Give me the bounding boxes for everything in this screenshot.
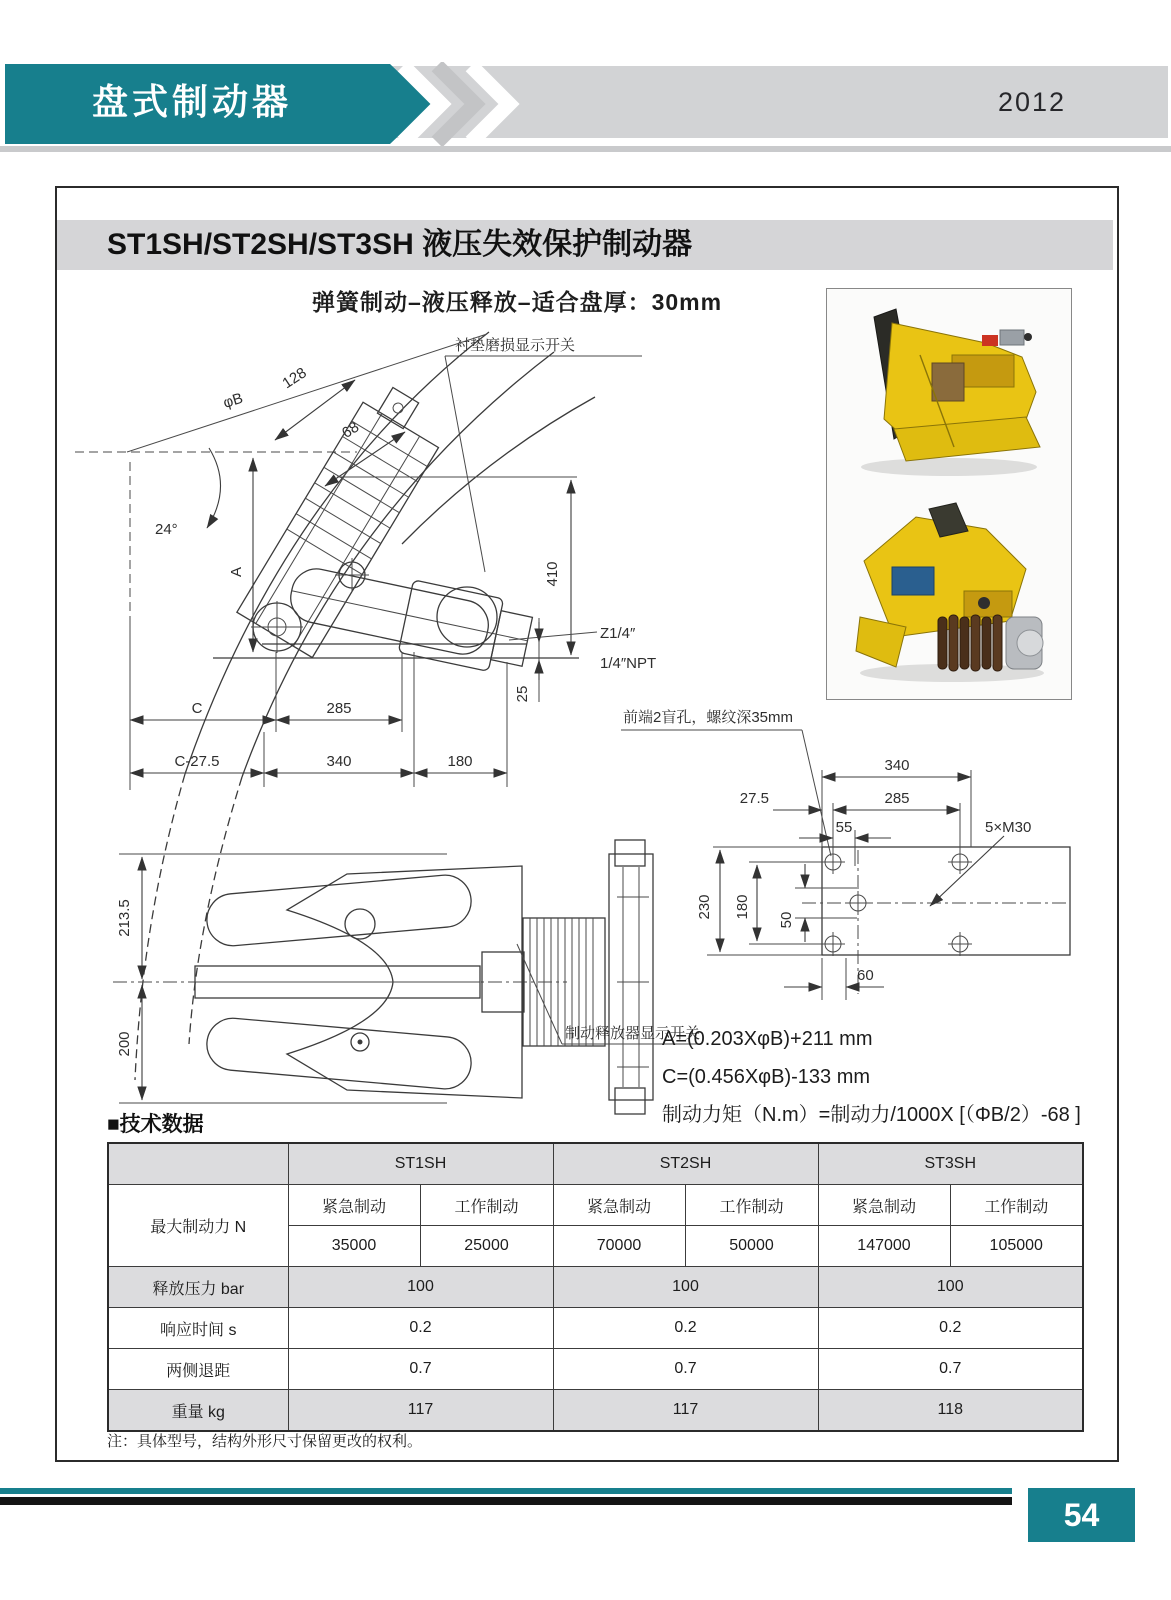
dim-z14: Z1/4″	[600, 625, 636, 642]
dim-213-5: 213.5	[116, 899, 133, 937]
model-header: ST1SH	[288, 1143, 553, 1185]
dim-c-minus-275: C-27.5	[174, 753, 220, 770]
value-cell: 0.2	[553, 1308, 818, 1349]
formula-torque: 制动力矩（N.m）=制动力/1000X [（ΦB/2）-68 ]	[662, 1104, 1081, 1126]
sub-header: 紧急制动	[553, 1185, 685, 1226]
value-cell: 117	[553, 1390, 818, 1432]
value-cell: 100	[818, 1267, 1083, 1308]
dim-285: 285	[326, 700, 352, 717]
dim-180: 180	[447, 753, 473, 770]
plan-view-drawing	[113, 840, 700, 1114]
footer-black-rule	[0, 1497, 1012, 1505]
plate-dim-230: 230	[696, 894, 713, 920]
value-cell: 25000	[420, 1226, 553, 1267]
value-cell: 100	[553, 1267, 818, 1308]
dim-npt: 1/4″NPT	[600, 655, 657, 672]
value-cell: 70000	[553, 1226, 685, 1267]
wear-switch-label: 衬垫磨损显示开关	[455, 337, 576, 354]
plate-dim-285: 285	[884, 790, 910, 807]
plate-dim-340: 340	[884, 757, 910, 774]
content-box	[55, 186, 1119, 1462]
sub-header: 紧急制动	[288, 1185, 420, 1226]
dim-a: A	[228, 566, 245, 578]
dim-68: 68	[338, 418, 363, 442]
sub-header: 紧急制动	[818, 1185, 950, 1226]
dim-25: 25	[514, 685, 531, 703]
row-label: 响应时间 s	[108, 1308, 288, 1349]
tech-data-section-title: ■技术数据	[107, 1113, 204, 1136]
row-label: 释放压力 bar	[108, 1267, 288, 1308]
value-cell: 100	[288, 1267, 553, 1308]
value-cell: 0.7	[818, 1349, 1083, 1390]
formula-c: C=(0.456XφB)-133 mm	[662, 1066, 871, 1088]
dim-200: 200	[116, 1031, 133, 1057]
tech-data-table	[107, 1142, 1084, 1432]
caliper-side	[237, 378, 535, 678]
sub-header: 工作制动	[420, 1185, 553, 1226]
header-divider	[0, 146, 1171, 152]
value-cell: 50000	[685, 1226, 818, 1267]
value-cell: 0.2	[288, 1308, 553, 1349]
dim-410: 410	[544, 561, 561, 587]
side-view-drawing	[75, 332, 656, 1080]
value-cell: 118	[818, 1390, 1083, 1432]
dim-24deg: 24°	[155, 521, 178, 538]
formulas	[662, 1020, 1112, 1134]
row-label: 最大制动力 N	[108, 1185, 288, 1267]
footer-teal-rule	[0, 1488, 1012, 1494]
value-cell: 105000	[950, 1226, 1083, 1267]
banner-title: 盘式制动器	[92, 81, 293, 122]
value-cell: 117	[288, 1390, 553, 1432]
value-cell: 0.7	[288, 1349, 553, 1390]
model-header: ST2SH	[553, 1143, 818, 1185]
table-corner-cell	[108, 1143, 288, 1185]
page-subtitle: 弹簧制动–液压释放–适合盘厚：30mm	[312, 289, 723, 315]
value-cell: 147000	[818, 1226, 950, 1267]
dim-phi-b: φB	[221, 389, 246, 412]
value-cell: 35000	[288, 1226, 420, 1267]
footnote: 注：具体型号，结构外形尺寸保留更改的权利。	[107, 1433, 423, 1450]
dim-c: C	[191, 700, 203, 717]
row-label: 重量 kg	[108, 1390, 288, 1432]
technical-drawings	[57, 322, 1087, 1122]
plate-dim-180: 180	[734, 894, 751, 920]
value-cell: 0.7	[553, 1349, 818, 1390]
plate-view-drawing	[621, 708, 1070, 1000]
formula-a: A=(0.203XφB)+211 mm	[662, 1028, 873, 1050]
dim-340: 340	[326, 753, 352, 770]
plate-m30-label: 5×M30	[985, 819, 1032, 836]
plate-dim-50: 50	[778, 911, 795, 929]
catalog-year: 2012	[998, 87, 1067, 117]
value-cell: 0.2	[818, 1308, 1083, 1349]
page-title: ST1SH/ST2SH/ST3SH 液压失效保护制动器	[107, 228, 693, 261]
dim-128: 128	[279, 364, 310, 393]
plate-dim-60: 60	[857, 967, 874, 984]
blind-holes-label: 前端2盲孔，螺纹深35mm	[623, 709, 794, 726]
sub-header: 工作制动	[950, 1185, 1083, 1226]
model-header: ST3SH	[818, 1143, 1083, 1185]
row-label: 两侧退距	[108, 1349, 288, 1390]
plate-dim-55: 55	[835, 819, 853, 836]
plate-dim-275: 27.5	[739, 790, 769, 807]
release-switch-label: 制动释放器显示开关	[565, 1025, 701, 1042]
caliper-plan	[195, 840, 653, 1114]
sub-header: 工作制动	[685, 1185, 818, 1226]
page-number: 54	[1028, 1488, 1135, 1542]
